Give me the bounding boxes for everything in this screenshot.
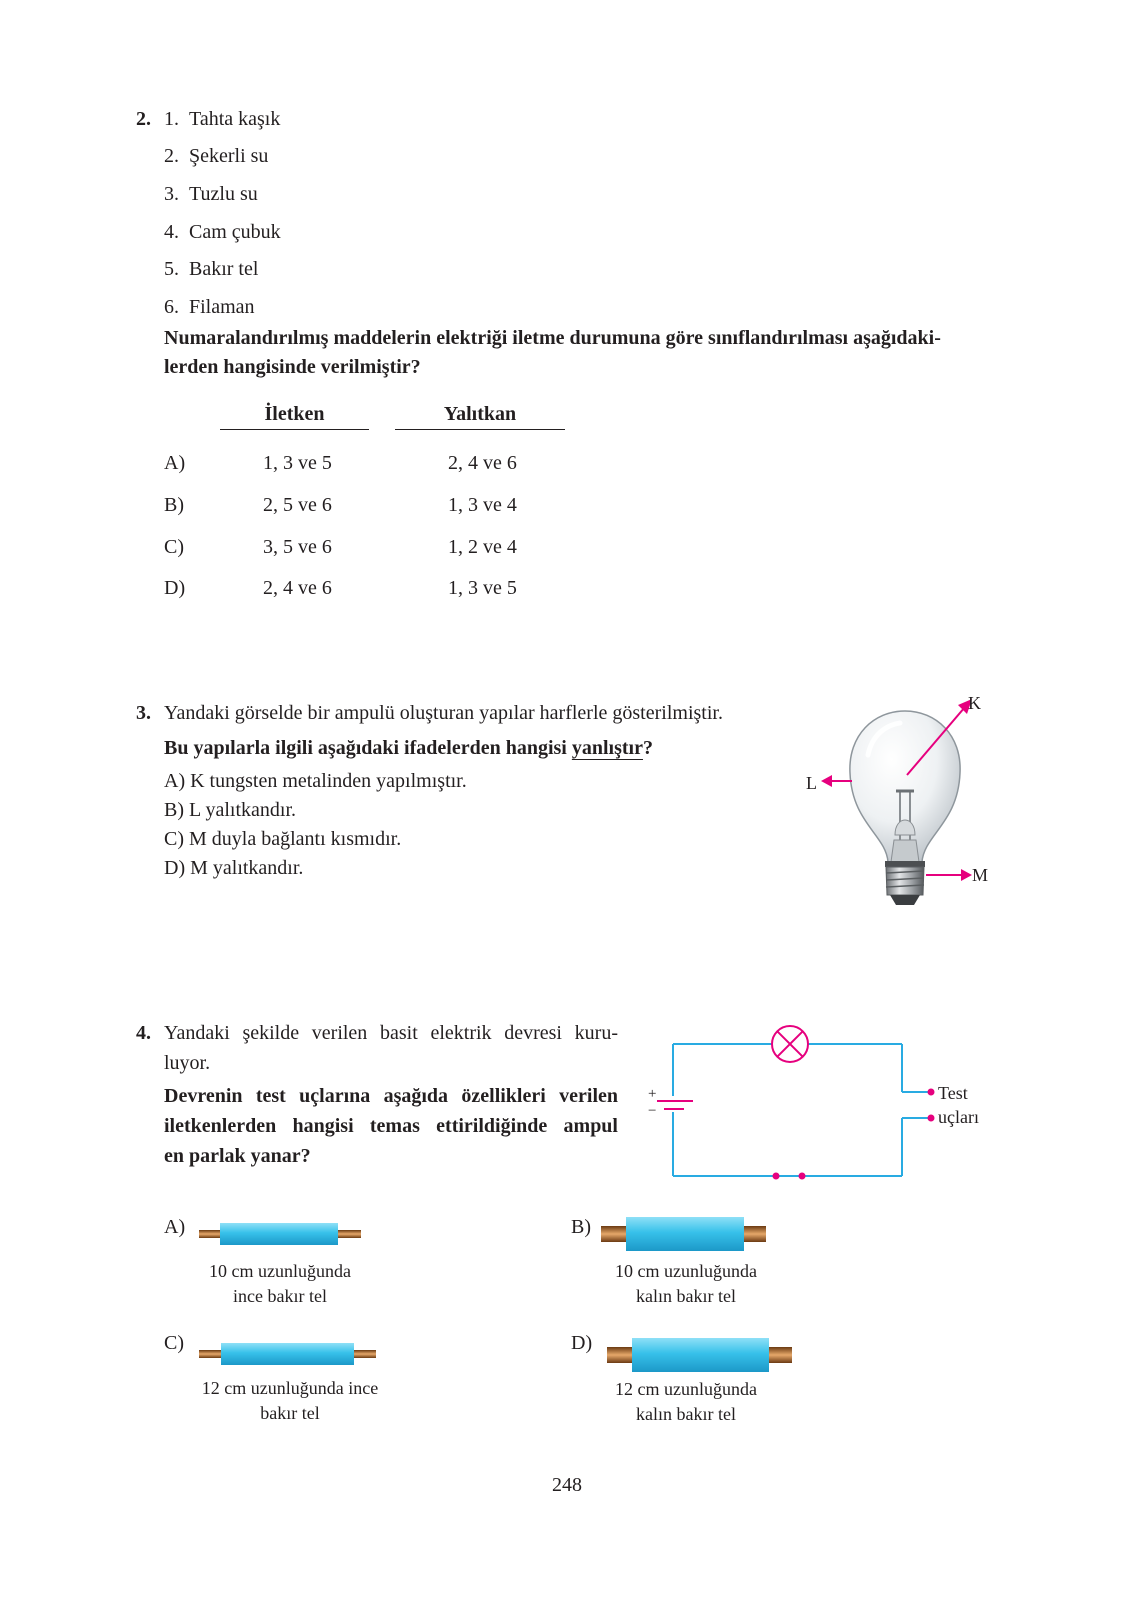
- item-text: Filaman: [189, 296, 255, 318]
- question-text: [164, 736, 653, 760]
- option-caption: ince bakır tel: [233, 1286, 327, 1306]
- option-conductor: 2, 5 ve 6: [263, 494, 332, 516]
- question-text: iletkenlerden hangisi temas ettirildiğinde ampul: [164, 1115, 618, 1137]
- label-l: L: [806, 773, 817, 793]
- battery-symbol: [657, 1101, 693, 1109]
- question-stem: luyor.: [164, 1052, 211, 1074]
- question-number: 2.: [136, 108, 151, 130]
- item-number: 6.: [164, 296, 179, 318]
- question-text: Numaralandırılmış maddelerin elektriği iletme durumuna göre sınıflandırılması aşağıdaki-: [164, 327, 941, 349]
- option-c[interactable]: C) M duyla bağlantı kısmıdır.: [164, 828, 402, 850]
- question-number: 4.: [136, 1022, 151, 1044]
- option-conductor: 3, 5 ve 6: [263, 536, 332, 558]
- option-a[interactable]: A) K tungsten metalinden yapılmıştır.: [164, 770, 467, 792]
- copper-wire-thin-short: [196, 1220, 366, 1248]
- list-item: [164, 107, 280, 131]
- label-m: M: [972, 865, 989, 885]
- list-item: [164, 220, 281, 244]
- option-label: C): [164, 1332, 184, 1354]
- option-caption: 10 cm uzunluğunda: [209, 1261, 351, 1281]
- arrow-l: [821, 775, 852, 787]
- question-text-pre: Bu yapılarla ilgili aşağıdaki ifadelerden hangisi: [164, 737, 572, 759]
- option-caption: kalın bakır tel: [636, 1286, 736, 1306]
- battery-plus: +: [648, 1086, 657, 1102]
- column-header-conductor: İletken: [220, 402, 369, 430]
- option-label: D): [164, 577, 186, 599]
- question-text: en parlak yanar?: [164, 1145, 311, 1167]
- item-text: Tahta kaşık: [189, 108, 281, 130]
- option-label: B): [571, 1216, 591, 1238]
- option-label: A): [164, 1216, 186, 1238]
- option-label: C): [164, 536, 184, 558]
- question-text: Devrenin test uçlarına aşağıda özellikleri verilen: [164, 1085, 618, 1107]
- option-conductor: 1, 3 ve 5: [263, 452, 332, 474]
- item-number: 5.: [164, 258, 179, 280]
- item-text: Şekerli su: [189, 145, 269, 167]
- option-d[interactable]: D) M yalıtkandır.: [164, 857, 304, 879]
- bulb-base: [885, 861, 925, 905]
- page-number: 248: [552, 1474, 582, 1496]
- option-caption: 12 cm uzunluğunda ince: [201, 1378, 379, 1398]
- option-insulator: 1, 3 ve 4: [448, 494, 517, 516]
- list-item: [164, 144, 268, 168]
- question-stem: Yandaki şekilde verilen basit elektrik devresi kuru-: [164, 1022, 618, 1044]
- option-insulator: 2, 4 ve 6: [448, 452, 517, 474]
- test-point[interactable]: [928, 1115, 935, 1122]
- option-label: A): [164, 452, 186, 474]
- option-caption: 12 cm uzunluğunda: [615, 1379, 757, 1399]
- list-item: [164, 182, 258, 206]
- item-text: Tuzlu su: [189, 183, 258, 205]
- option-insulator: 1, 2 ve 4: [448, 536, 517, 558]
- lamp-symbol: [772, 1026, 808, 1062]
- circuit-point: [773, 1173, 780, 1180]
- list-item: [164, 257, 258, 281]
- item-number: 3.: [164, 183, 179, 205]
- option-caption: 10 cm uzunluğunda: [615, 1261, 757, 1281]
- option-label: D): [571, 1332, 593, 1354]
- question-keyword: yanlıştır: [571, 737, 643, 759]
- question-text-post: ?: [642, 737, 653, 759]
- circuit-point: [799, 1173, 806, 1180]
- column-header-insulator: Yalıtkan: [395, 402, 565, 430]
- test-label: uçları: [938, 1107, 979, 1127]
- option-caption: bakır tel: [260, 1403, 320, 1423]
- option-insulator: 1, 3 ve 5: [448, 577, 517, 599]
- item-number: 4.: [164, 221, 179, 243]
- test-label: Test: [938, 1083, 968, 1103]
- item-number: 2.: [164, 145, 179, 167]
- copper-wire-thick-long: [604, 1335, 798, 1375]
- option-caption: kalın bakır tel: [636, 1404, 736, 1424]
- arrow-m: [926, 869, 972, 881]
- option-conductor: 2, 4 ve 6: [263, 577, 332, 599]
- circuit-wires: [673, 1044, 930, 1176]
- list-item: [164, 295, 255, 319]
- item-text: Cam çubuk: [189, 221, 281, 243]
- item-number: 1.: [164, 108, 179, 130]
- copper-wire-thick-short: [598, 1214, 770, 1254]
- option-label: B): [164, 494, 184, 516]
- battery-minus: −: [648, 1103, 657, 1119]
- label-k: K: [968, 693, 981, 713]
- question-text: lerden hangisinde verilmiştir?: [164, 356, 421, 378]
- question-number: 3.: [136, 702, 151, 724]
- option-b[interactable]: B) L yalıtkandır.: [164, 799, 297, 821]
- item-text: Bakır tel: [189, 258, 259, 280]
- light-bulb-figure: [790, 685, 1010, 920]
- test-point[interactable]: [928, 1089, 935, 1096]
- circuit-diagram: [640, 1020, 1000, 1185]
- copper-wire-thin-long: [196, 1340, 382, 1368]
- question-stem: Yandaki görselde bir ampulü oluşturan yapılar harflerle gösterilmiştir.: [164, 702, 723, 724]
